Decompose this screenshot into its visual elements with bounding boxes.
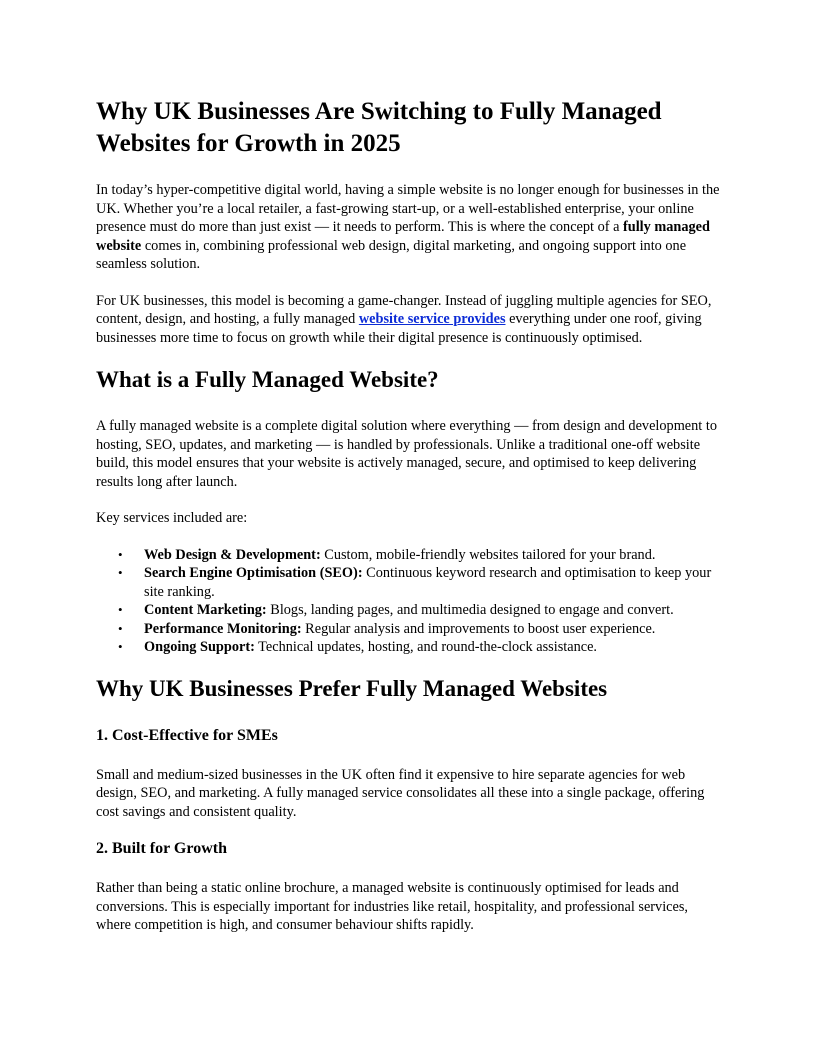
intro-text-1b: comes in, combining professional web design, digital marketing, and ongoing support into one seamless solution. [96,237,687,272]
section1-paragraph-1: A fully managed website is a complete digital solution where everything — from design and development to hosting, SEO, updates, and marketing — is handled by professionals. Unlike a traditional one-off website build, this model ensures that your website is actively managed, secure, and optimised to keep delivering results long after launch. [96,418,717,490]
bullet-icon: • [118,602,123,617]
list-item-text: Custom, mobile-friendly websites tailored for your brand. [320,546,656,563]
bullet-icon: • [118,546,123,562]
list-item [96,564,724,601]
intro-text-2a: For UK businesses, this model is becoming a game-changer. Instead of juggling multiple agencies for SEO, content, design, and hosting, a fully managed [96,292,712,327]
intro-paragraph-1 [96,181,724,274]
section-heading-what-is: What is a Fully Managed Website? [96,367,439,392]
list-item [96,620,724,639]
bullet-icon: • [118,620,123,636]
website-service-link[interactable]: website service provides [358,311,506,327]
list-item [96,638,724,657]
subheading-built-for-growth: 2. Built for Growth [96,840,227,857]
bullet-icon: • [118,639,123,654]
list-item-term: Performance Monitoring: [144,620,302,637]
intro-text-2b: everything under one roof, giving businesses more time to focus on growth while their digital presence is continuously optimised. [96,311,702,346]
list-item-term: Content Marketing: [144,602,267,618]
key-services-list [96,546,724,657]
subheading-cost-effective: 1. Cost-Effective for SMEs [96,726,278,744]
list-item-text: Regular analysis and improvements to boost user experience. [301,620,656,637]
intro-paragraph-2 [96,292,724,348]
list-item-text: Technical updates, hosting, and round-the-clock assistance. [254,639,597,655]
list-item [96,601,724,620]
list-item-text: Blogs, landing pages, and multimedia designed to engage and convert. [266,602,674,618]
bullet-icon: • [118,565,123,580]
list-item [96,546,724,565]
section1-paragraph-2: Key services included are: [96,510,248,526]
list-item-text: Continuous keyword research and optimisation to keep your site ranking. [144,565,712,600]
built-for-growth-paragraph: Rather than being a static online brochure, a managed website is continuously optimised for leads and conversions. This is especially important for industries like retail, hospitality, and professional services, where competition is high, and consumer behaviour shifts rapidly. [96,880,689,933]
list-item-term: Search Engine Optimisation (SEO): [144,565,363,581]
intro-text-1a: In today’s hyper-competitive digital world, having a simple website is no longer enough for businesses in the UK. Whether you’re a local retailer, a fast-growing start-up, or a well-established enterprise, your online presence must do more than just exist — it needs to perform. This is where the concept of a [96,182,720,235]
list-item-term: Web Design & Development: [144,546,321,563]
section-heading-why-prefer: Why UK Businesses Prefer Fully Managed Websites [96,675,608,701]
cost-effective-paragraph: Small and medium-sized businesses in the UK often find it expensive to hire separate agencies for web design, SEO, and marketing. A fully managed service consolidates all these into a single package, offering cost savings and consistent quality. [96,766,705,820]
list-item-term: Ongoing Support: [144,639,255,655]
article [96,96,724,953]
page-title: Why UK Businesses Are Switching to Fully Managed Websites for Growth in 2025 [96,98,662,157]
intro-bold-term: fully managed website [96,219,710,254]
